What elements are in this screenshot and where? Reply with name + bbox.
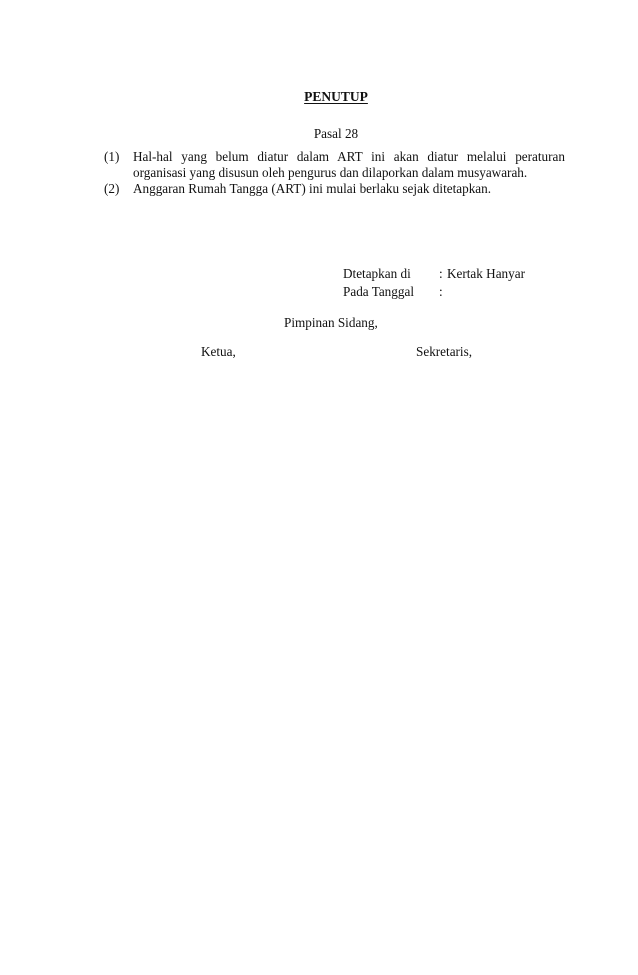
clause-list <box>104 149 565 197</box>
enactment-place-separator: : <box>439 266 443 281</box>
clause-number: (1) <box>104 149 120 164</box>
chair-title: Pimpinan Sidang, <box>284 315 378 330</box>
enactment-place-row <box>343 266 525 282</box>
enactment-date-separator: : <box>439 284 443 299</box>
clause-number: (2) <box>104 181 120 196</box>
enactment-date-row <box>343 284 447 300</box>
enactment-place-value: Kertak Hanyar <box>447 266 525 281</box>
enactment-date-label: Pada Tanggal <box>343 284 414 299</box>
clause-item <box>104 181 565 197</box>
enactment-place-label: Dtetapkan di <box>343 266 411 281</box>
clause-text: Hal-hal yang belum diatur dalam ART ini akan diatur melalui peraturan organisasi yang disusun oleh pengurus dan dilaporkan dalam musyawarah. <box>133 149 565 180</box>
clause-item <box>104 149 565 181</box>
signatory-chairman: Ketua, <box>201 344 236 359</box>
page-heading: PENUTUP <box>304 89 368 104</box>
article-title: Pasal 28 <box>313 126 359 141</box>
signatory-secretary: Sekretaris, <box>416 344 473 359</box>
clause-text: Anggaran Rumah Tangga (ART) ini mulai berlaku sejak ditetapkan. <box>133 181 492 196</box>
